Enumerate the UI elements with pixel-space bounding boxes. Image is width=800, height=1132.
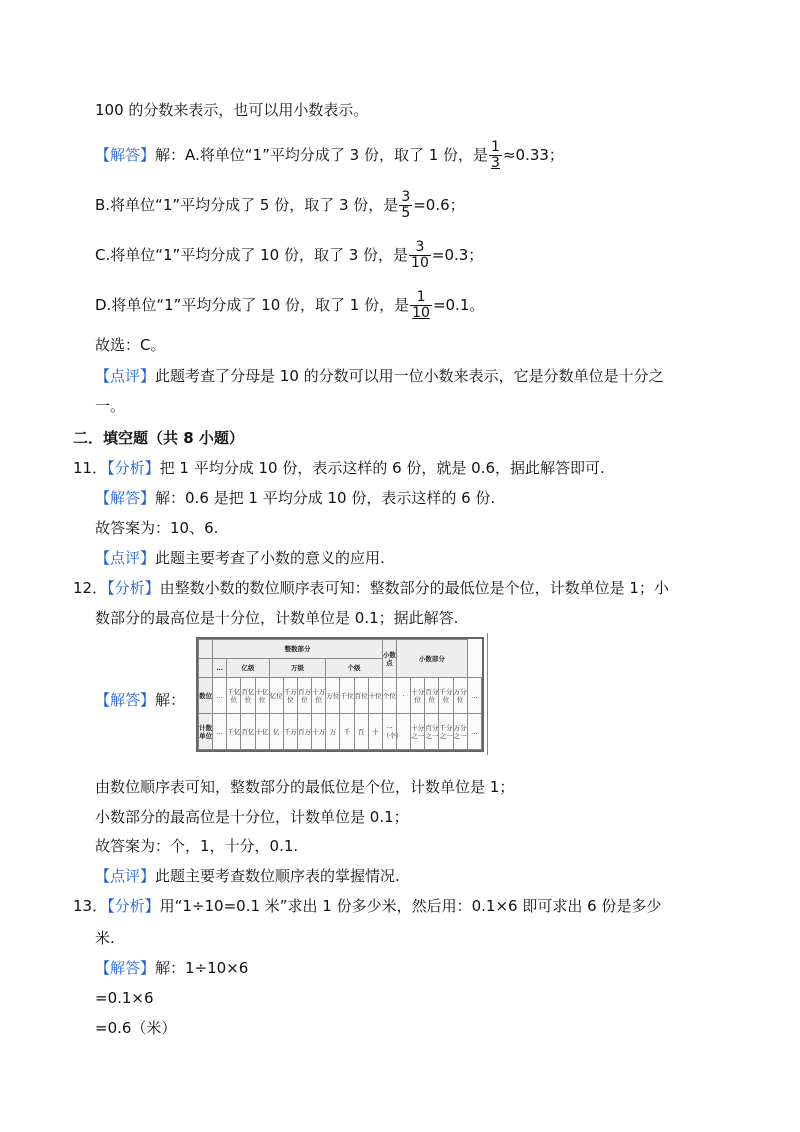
unit-cell: 百亿 — [241, 714, 255, 750]
row-label-position: 数位 — [199, 678, 213, 714]
answer-tag: 【解答】 — [95, 489, 156, 507]
q11-review-line: 【点评】此题主要考查了小数的意义的应用. — [95, 549, 385, 567]
position-cell: 亿位 — [269, 678, 283, 714]
section-title: 二．填空题（共 8 小题） — [73, 429, 244, 447]
q11-analysis-line: 11．【分析】把 1 平均分成 10 份，表示这样的 6 份，就是 0.6，据此解答即可. — [73, 459, 605, 477]
integer-part-header: 整数部分 — [213, 640, 383, 659]
review-tag: 【点评】 — [95, 367, 156, 385]
position-cell: 千分位 — [439, 678, 453, 714]
unit-cell: 千万 — [283, 714, 297, 750]
position-cell: 十位 — [368, 678, 382, 714]
q13-step-1: =0.1×6 — [95, 989, 154, 1007]
analysis-tag: 【分析】 — [107, 459, 160, 477]
position-cell: 十分位 — [411, 678, 425, 714]
answer-a-end: ≈0.33； — [502, 146, 564, 164]
position-cell: · — [396, 678, 410, 714]
unit-cell: 百万 — [297, 714, 311, 750]
position-cell: 千亿位 — [227, 678, 241, 714]
position-cell: 万位 — [326, 678, 340, 714]
question-number: 11． — [73, 459, 108, 477]
answer-a-line — [95, 140, 564, 171]
unit-cell: 万分之一 — [453, 714, 467, 750]
review-tag: 【点评】 — [95, 549, 156, 567]
position-cell: 百亿位 — [241, 678, 255, 714]
position-cell: 万分位 — [453, 678, 467, 714]
group-ge: 个级 — [326, 659, 383, 678]
q13-analysis-cont: 米. — [95, 929, 115, 947]
option-c-line: C.将单位“1”平均分成了 10 份，取了 3 份，是 $\frac{3}{10}$ =0.3； — [95, 239, 484, 271]
unit-cell: 十万 — [312, 714, 326, 750]
unit-cell: 万 — [326, 714, 340, 750]
review-cont: 一。 — [95, 397, 126, 415]
q12-result: 故答案为：个，1，十分，0.1. — [95, 837, 299, 855]
option-b-line: B.将单位“1”平均分成了 5 份，取了 3 份，是 $\frac{3}{5}$ =0.6； — [95, 189, 465, 221]
position-cell: 千万位 — [283, 678, 297, 714]
answer-tag: 【解答】 — [95, 146, 156, 164]
decimal-point-header: 小数点 — [382, 640, 396, 678]
unit-cell: 十亿 — [255, 714, 269, 750]
unit-cell: 十分之一 — [411, 714, 425, 750]
q12-answer-line: 【解答】解： — [95, 691, 186, 709]
position-cell: 十亿位 — [255, 678, 269, 714]
analysis-tag: 【分析】 — [107, 897, 160, 915]
option-d-line: D.将单位“1”平均分成了 10 份，取了 1 份，是 $\frac{1}{10}$ =0.1。 — [95, 289, 485, 321]
q11-result: 故答案为：10、6. — [95, 519, 219, 537]
row-label-unit: 计数单位 — [199, 714, 213, 750]
unit-cell: … — [467, 714, 481, 750]
position-cell: … — [213, 678, 227, 714]
position-cell: 百分位 — [425, 678, 439, 714]
unit-cell: 千亿 — [227, 714, 241, 750]
fraction-c: $\frac{3}{10}$ — [411, 239, 429, 271]
position-cell: 百位 — [354, 678, 368, 714]
q12-review-line: 【点评】此题主要考查数位顺序表的掌握情况. — [95, 867, 400, 885]
q12-analysis-line: 12．【分析】由整数小数的数位顺序表可知：整数部分的最低位是个位，计数单位是 1；小 — [73, 579, 669, 597]
unit-cell: 一（个） — [382, 714, 396, 750]
place-value-table — [196, 637, 484, 752]
review-line: 【点评】此题考查了分母是 10 的分数可以用一位小数来表示，它是分数单位是十分之 — [95, 367, 664, 385]
analysis-tag: 【分析】 — [107, 579, 160, 597]
position-cell: 十万位 — [312, 678, 326, 714]
question-number: 13． — [73, 897, 108, 915]
q12-after-1: 由数位顺序表可知，整数部分的最低位是个位，计数单位是 1； — [95, 778, 515, 796]
review-tag: 【点评】 — [95, 867, 156, 885]
answer-text: 解：A.将单位“1”平均分成了 3 份，取了 1 份，是 — [155, 146, 489, 164]
position-cell: … — [467, 678, 481, 714]
position-cell: 个位 — [382, 678, 396, 714]
unit-cell: 十 — [368, 714, 382, 750]
decimal-part-header: 小数部分 — [396, 640, 467, 678]
table-cell — [199, 659, 213, 678]
group-ellipsis: … — [213, 659, 227, 678]
unit-cell: 千 — [340, 714, 354, 750]
answer-tag: 【解答】 — [95, 691, 156, 709]
group-yi: 亿级 — [227, 659, 269, 678]
group-wan: 万级 — [269, 659, 326, 678]
unit-cell: … — [213, 714, 227, 750]
fraction-d: $\frac{1}{10}$ — [412, 289, 430, 321]
fraction-a: $\frac{1}{3}$ — [491, 139, 500, 171]
unit-cell: 亿 — [269, 714, 283, 750]
answer-tag: 【解答】 — [95, 959, 156, 977]
divider — [487, 633, 488, 755]
q13-step-2: =0.6（米） — [95, 1019, 177, 1037]
q13-analysis-line: 13．【分析】用“1÷10=0.1 米”求出 1 份多少米，然后用：0.1×6 即可求出 6 份是多少 — [73, 897, 662, 915]
question-number: 12． — [73, 579, 108, 597]
fraction-b: $\frac{3}{5}$ — [401, 189, 411, 221]
q12-analysis-cont: 数部分的最高位是十分位，计数单位是 0.1；据此解答. — [95, 609, 459, 627]
unit-cell: 百 — [354, 714, 368, 750]
choose-line: 故选：C。 — [95, 336, 166, 354]
q13-answer-line: 【解答】解：1÷10×6 — [95, 959, 249, 977]
q11-answer-line: 【解答】解：0.6 是把 1 平均分成 10 份，表示这样的 6 份. — [95, 489, 496, 507]
table-cell — [199, 640, 213, 659]
unit-cell: 千分之一 — [439, 714, 453, 750]
q12-after-2: 小数部分的最高位是十分位，计数单位是 0.1； — [95, 808, 409, 826]
position-cell: 千位 — [340, 678, 354, 714]
position-cell: 百万位 — [297, 678, 311, 714]
text-line: 100 的分数来表示，也可以用小数表示。 — [95, 101, 369, 119]
unit-cell: 百分之一 — [425, 714, 439, 750]
